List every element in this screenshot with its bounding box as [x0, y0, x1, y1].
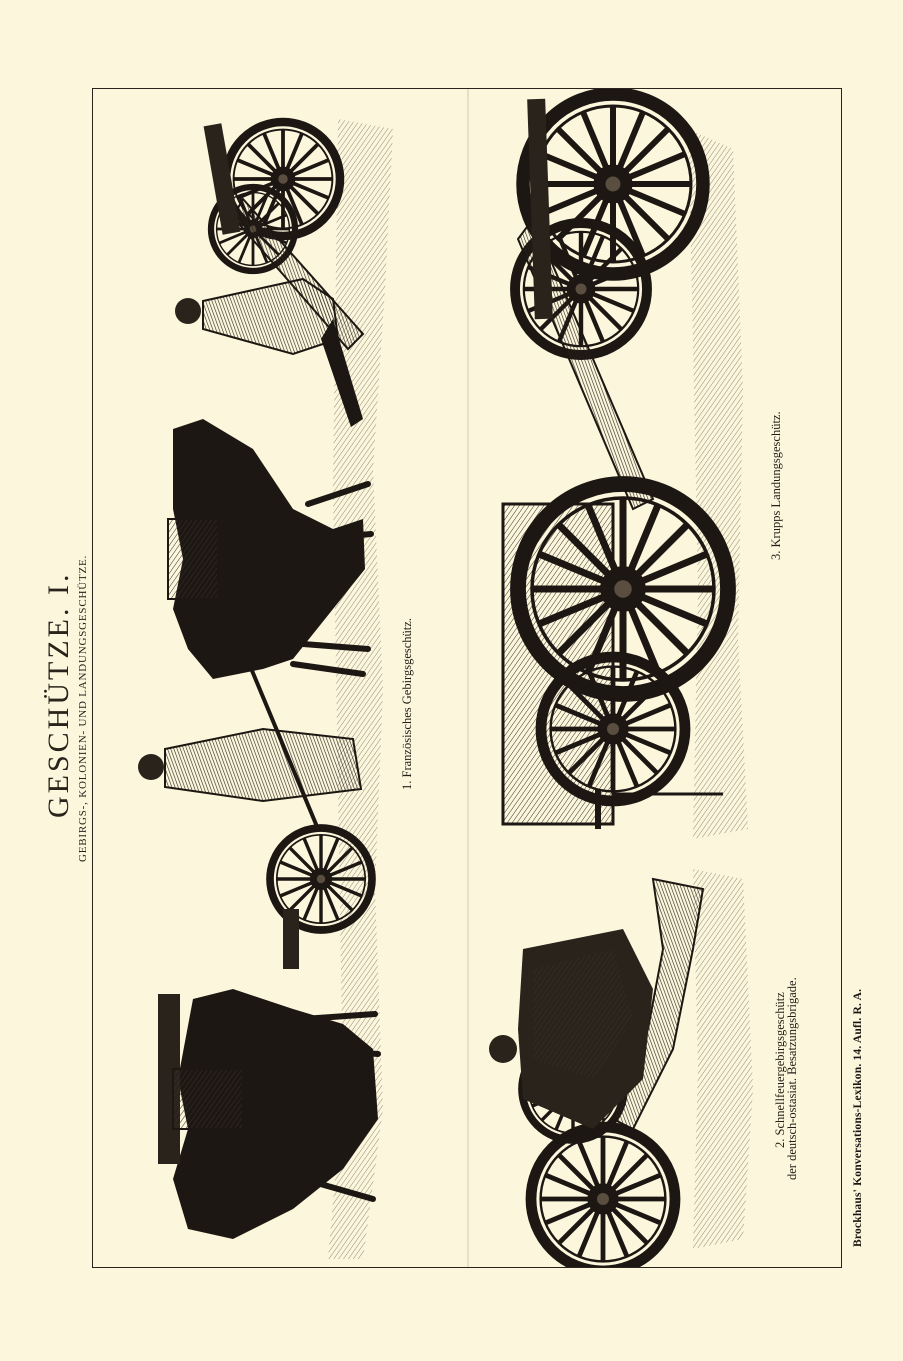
caption-figure-2-line-2: der deutsch-ostasiat. Besatzungsbrigade. — [785, 977, 799, 1180]
engraving-illustrations — [93, 89, 842, 1268]
plate-subtitle: GEBIRGS-, KOLONIEN- UND LANDUNGSGESCHÜTZE. — [77, 554, 89, 862]
caption-figure-2-line-1: 2. Schnellfeuergebirgsgeschütz — [773, 992, 787, 1148]
caption-figure-1: 1. Französisches Gebirgsgeschütz. — [400, 618, 414, 790]
plate-title: GESCHÜTZE. I. — [42, 571, 75, 818]
figure-1-french-mountain-gun — [138, 119, 393, 1259]
figure-3-krupp-landing-gun — [503, 94, 748, 839]
publisher-line: Brockhaus' Konversations-Lexikon. 14. Aufl. R. A. — [852, 988, 864, 1247]
caption-figure-3: 3. Krupps Landungsgeschütz. — [769, 411, 783, 560]
soldier-figure-2 — [138, 729, 361, 801]
engraving-plate — [92, 88, 842, 1268]
figure-2-quick-firing-mountain-gun — [489, 869, 753, 1268]
